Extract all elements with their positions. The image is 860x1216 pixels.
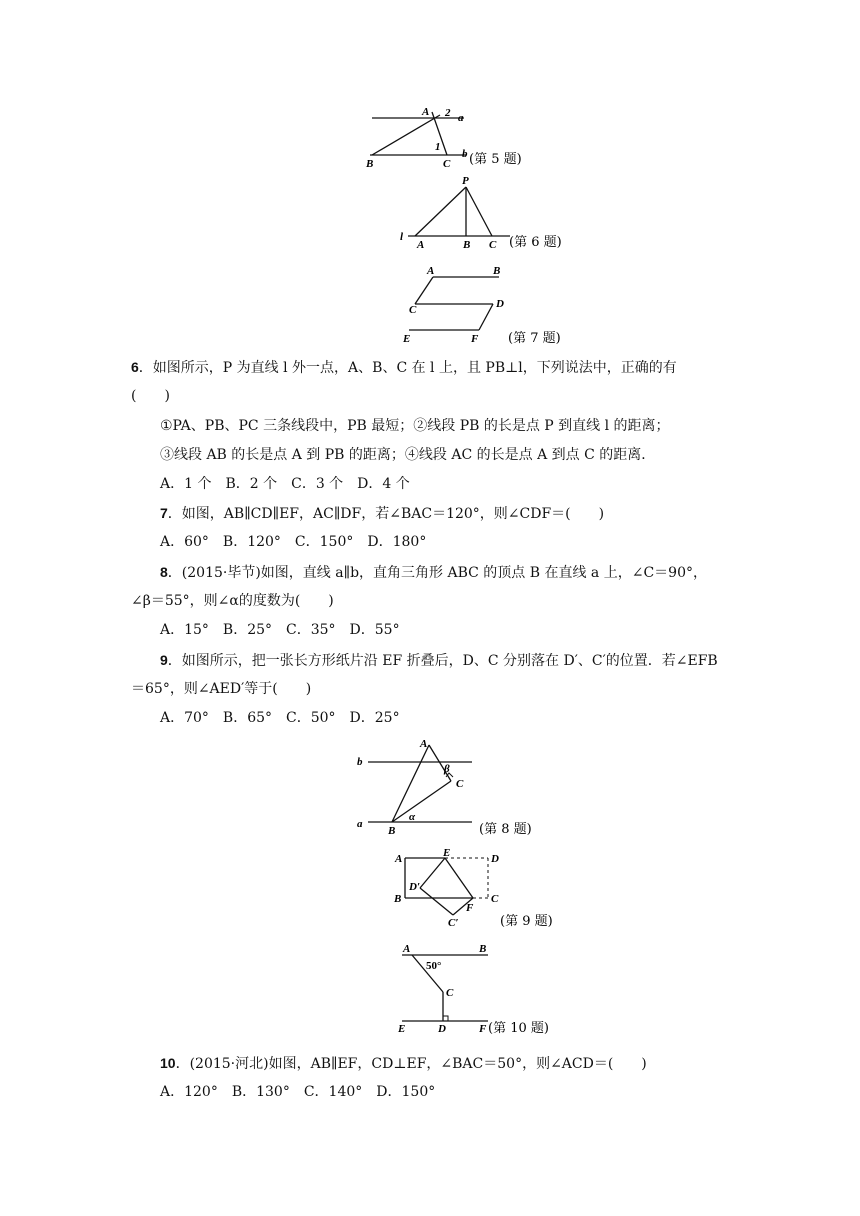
label-P: P xyxy=(462,175,469,187)
figure-caption: (第 6 题) xyxy=(509,235,562,250)
label-alpha: α xyxy=(409,811,416,823)
label-C: C xyxy=(491,893,499,905)
label-B: B xyxy=(479,943,487,955)
label-C: C xyxy=(409,304,417,316)
answer-options: A．120° B．130° C．140° D．150° xyxy=(160,1084,436,1100)
question-8 xyxy=(160,563,707,582)
label-B: B xyxy=(493,265,501,277)
label-l: l xyxy=(400,231,404,243)
answer-options: A．15° B．25° C．35° D．55° xyxy=(160,622,400,638)
label-D: D xyxy=(496,298,504,310)
question-number: 6 xyxy=(131,359,139,375)
label-D: D xyxy=(438,1023,446,1035)
question-text: ．如图所示，把一张长方形纸片沿 EF 折叠后，D、C 分别落在 D′、C′的位置．若∠EFB xyxy=(167,653,718,669)
label-b: b xyxy=(462,148,468,160)
answer-options: A．70° B．65° C．50° D．25° xyxy=(160,710,400,726)
figure-caption: (第 7 题) xyxy=(508,331,561,346)
label-E: E xyxy=(443,847,451,859)
label-C: C xyxy=(489,239,497,251)
label-A: A xyxy=(395,853,403,865)
figure-caption: (第 5 题) xyxy=(469,152,522,167)
label-A: A xyxy=(417,239,425,251)
answer-options: A．1 个 B．2 个 C．3 个 D．4 个 xyxy=(160,476,410,492)
label-B: B xyxy=(394,893,402,905)
question-text: ．(2015·河北)如图，AB∥EF，CD⊥EF，∠BAC＝50°，则∠ACD＝( ) xyxy=(175,1056,647,1072)
question-number: 7 xyxy=(160,505,168,521)
question-text: ．(2015·毕节)如图，直线 a∥b，直角三角形 ABC 的顶点 B 在直线 a 上，∠C＝90°， xyxy=(167,565,707,581)
label-D-prime: D′ xyxy=(409,881,421,893)
figure-6 xyxy=(395,172,575,252)
label-C: C xyxy=(443,158,451,170)
figure-caption: (第 10 题) xyxy=(488,1021,549,1036)
label-A: A xyxy=(427,265,435,277)
label-a: a xyxy=(458,112,464,124)
label-B: B xyxy=(463,239,471,251)
figure-caption: (第 8 题) xyxy=(479,822,532,837)
question-7 xyxy=(160,504,604,523)
label-F: F xyxy=(479,1023,487,1035)
question-number: 10 xyxy=(160,1055,176,1071)
figure-5 xyxy=(360,100,540,170)
question-number: 9 xyxy=(160,652,168,668)
question-text: ．如图，AB∥CD∥EF，AC∥DF，若∠BAC＝120°，则∠CDF＝( ) xyxy=(167,506,605,522)
label-a: a xyxy=(357,818,363,830)
label-A: A xyxy=(420,738,428,750)
label-2: 2 xyxy=(445,107,451,119)
question-6 xyxy=(131,358,677,377)
label-B: B xyxy=(366,158,374,170)
label-F: F xyxy=(466,902,474,914)
question-continuation: ∠β＝55°，则∠α的度数为( ) xyxy=(131,593,334,609)
label-D: D xyxy=(491,853,499,865)
label-F: F xyxy=(471,333,479,345)
question-number: 8 xyxy=(160,564,168,580)
label-C-prime: C′ xyxy=(448,917,459,929)
label-C: C xyxy=(456,778,464,790)
label-B: B xyxy=(388,825,396,837)
question-continuation: ( ) xyxy=(131,388,170,404)
figure-caption: (第 9 题) xyxy=(500,914,553,929)
label-A: A xyxy=(422,106,430,118)
label-E: E xyxy=(398,1023,406,1035)
label-b: b xyxy=(357,756,363,768)
figure-7 xyxy=(395,262,575,348)
label-A: A xyxy=(403,943,411,955)
figure-10 xyxy=(390,940,570,1040)
question-9 xyxy=(160,651,718,670)
label-C: C xyxy=(446,987,454,999)
label-beta: β xyxy=(444,763,450,775)
question-10 xyxy=(160,1054,647,1073)
label-angle: 50° xyxy=(426,960,442,972)
figure-8 xyxy=(350,735,550,840)
answer-options: A．60° B．120° C．150° D．180° xyxy=(160,534,427,550)
question-continuation: ＝65°，则∠AED′等于( ) xyxy=(131,681,312,697)
question-text: ．如图所示，P 为直线 l 外一点，A、B、C 在 l 上，且 PB⊥l，下列说法中，正确的有 xyxy=(138,360,677,376)
figure-9 xyxy=(385,845,575,935)
label-E: E xyxy=(403,333,411,345)
statement-line: ①PA、PB、PC 三条线段中，PB 最短；②线段 PB 的长是点 P 到直线 l 的距离； xyxy=(160,418,670,434)
statement-line: ③线段 AB 的长是点 A 到 PB 的距离；④线段 AC 的长是点 A 到点 C 的距离． xyxy=(160,447,656,463)
label-1: 1 xyxy=(435,141,441,153)
